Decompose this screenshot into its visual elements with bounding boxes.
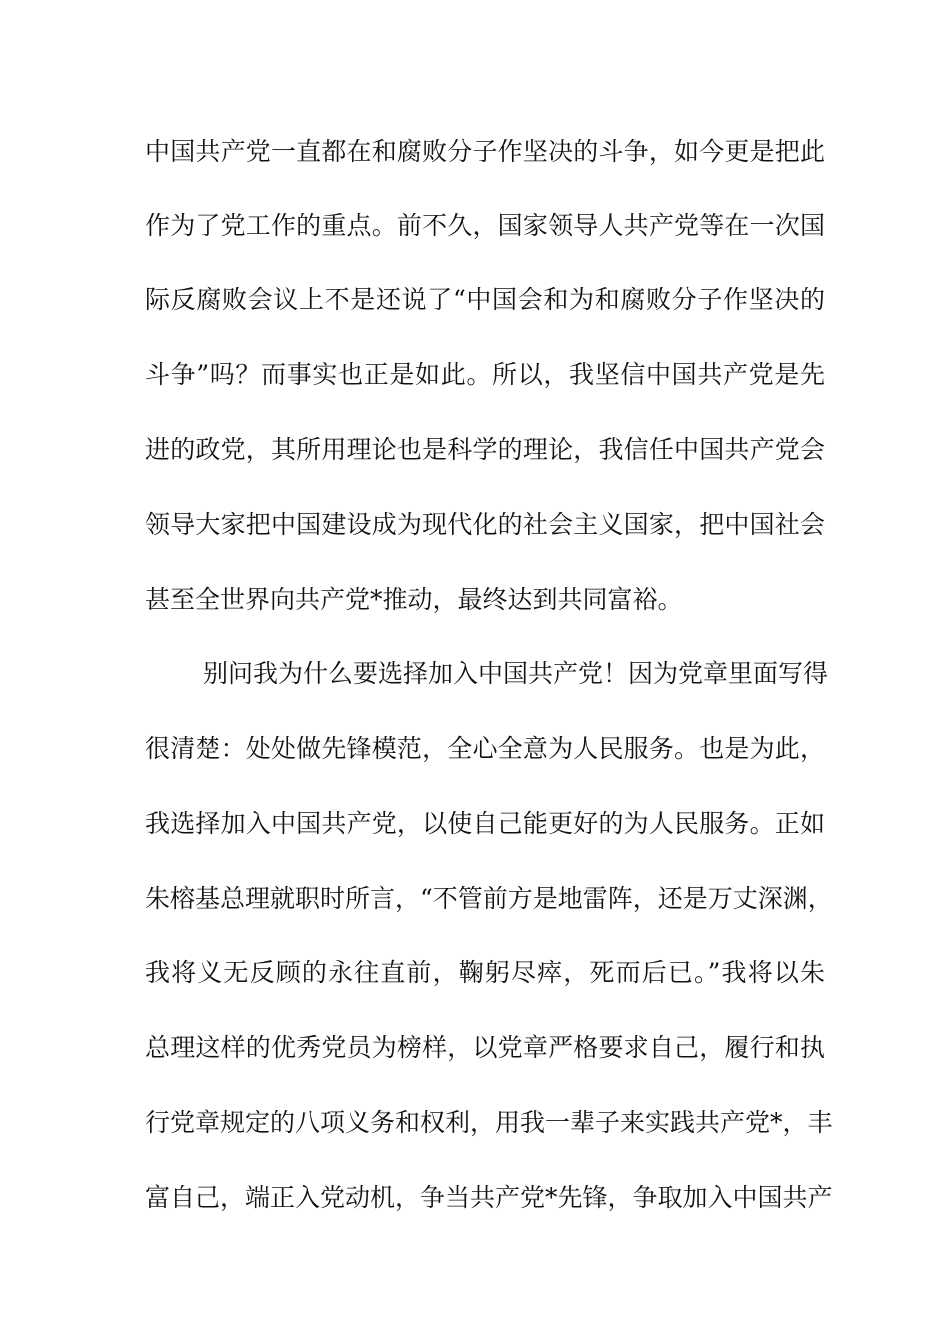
- paragraph2-line-2: 很清楚：处处做先锋模范，全心全意为人民服务。也是为此，: [145, 734, 825, 763]
- paragraph2-line-4: 朱榕基总理就职时所言，“不管前方是地雷阵，还是万丈深渊，: [145, 884, 833, 913]
- paragraph-line-4: 斗争”吗？而事实也正是如此。所以，我坚信中国共产党是先: [145, 360, 825, 389]
- paragraph-line-7: 甚至全世界向共产党*推动，最终达到共同富裕。: [145, 585, 683, 614]
- paragraph-line-5: 进的政党，其所用理论也是科学的理论，我信任中国共产党会: [145, 435, 825, 464]
- paragraph2-line-1: 别问我为什么要选择加入中国共产党！因为党章里面写得: [203, 659, 829, 688]
- paragraph-line-3: 际反腐败会议上不是还说了“中国会和为和腐败分子作坚决的: [145, 285, 825, 314]
- paragraph-line-2: 作为了党工作的重点。前不久，国家领导人共产党等在一次国: [145, 211, 825, 240]
- paragraph2-line-5: 我将义无反顾的永往直前，鞠躬尽瘁，死而后已。”我将以朱: [145, 958, 825, 987]
- paragraph2-line-3: 我选择加入中国共产党，以使自己能更好的为人民服务。正如: [145, 809, 825, 838]
- paragraph2-line-6: 总理这样的优秀党员为榜样，以党章严格要求自己，履行和执: [145, 1033, 825, 1062]
- paragraph-line-6: 领导大家把中国建设成为现代化的社会主义国家，把中国社会: [145, 510, 825, 539]
- paragraph2-line-7: 行党章规定的八项义务和权利，用我一辈子来实践共产党*，丰: [145, 1108, 833, 1137]
- paragraph-line-1: 中国共产党一直都在和腐败分子作坚决的斗争，如今更是把此: [145, 137, 825, 166]
- paragraph2-line-8: 富自己，端正入党动机，争当共产党*先锋，争取加入中国共产: [145, 1183, 833, 1212]
